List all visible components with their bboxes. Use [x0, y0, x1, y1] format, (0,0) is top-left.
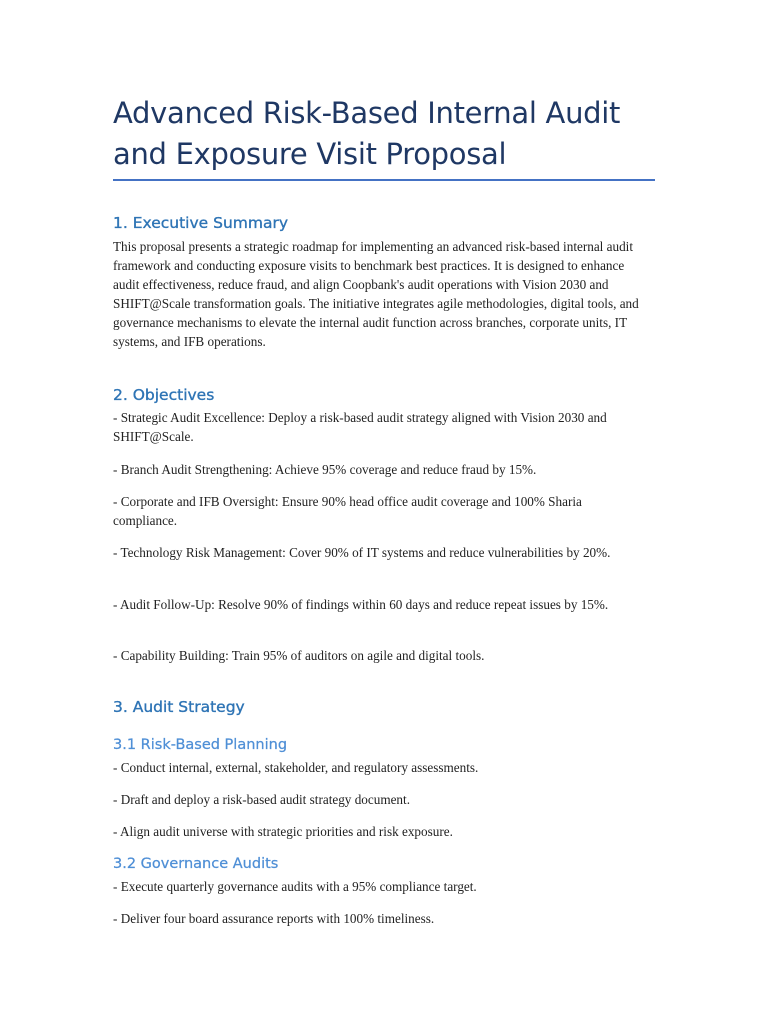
objective-item: - Corporate and IFB Oversight: Ensure 90% head office audit coverage and 100% Sharia compliance. [113, 494, 582, 528]
objective-item: - Capability Building: Train 95% of auditors on agile and digital tools. [113, 648, 485, 663]
objective-item: - Strategic Audit Excellence: Deploy a risk-based audit strategy aligned with Vision 2030 and SHIFT@Scale. [113, 410, 607, 444]
objective-item: - Technology Risk Management: Cover 90% of IT systems and reduce vulnerabilities by 20%. [113, 545, 611, 560]
risk-planning-item: - Draft and deploy a risk-based audit strategy document. [113, 792, 410, 807]
heading-executive-summary: 1. Executive Summary [113, 214, 289, 232]
objective-item: - Audit Follow-Up: Resolve 90% of findings within 60 days and reduce repeat issues by 15%. [113, 597, 609, 612]
objective-item: - Branch Audit Strengthening: Achieve 95% coverage and reduce fraud by 15%. [113, 462, 537, 477]
executive-summary-paragraph: This proposal presents a strategic roadmap for implementing an advanced risk-based internal audit framework and conducting exposure visits to benchmark best practices. It is designed to enhance audit effectiveness, reduce fraud, and align Coopbank's audit operations with Vision 2030 and SHIFT@Scale transformation goals. The initiative integrates agile methodologies, digital tools, and governance mechanisms to elevate the internal audit function across branches, corporate units, IT systems, and IFB operations. [113, 239, 639, 349]
heading-governance-audits: 3.2 Governance Audits [113, 856, 279, 872]
risk-planning-item: - Conduct internal, external, stakeholder, and regulatory assessments. [113, 760, 479, 775]
heading-objectives: 2. Objectives [113, 386, 215, 404]
governance-audit-item: - Deliver four board assurance reports with 100% timeliness. [113, 911, 435, 926]
title-divider [113, 179, 655, 181]
heading-risk-based-planning: 3.1 Risk-Based Planning [113, 737, 288, 753]
document-title: Advanced Risk-Based Internal Audit and Exposure Visit Proposal [113, 96, 621, 171]
heading-audit-strategy: 3. Audit Strategy [113, 698, 245, 716]
risk-planning-item: - Align audit universe with strategic priorities and risk exposure. [113, 824, 453, 839]
governance-audit-item: - Execute quarterly governance audits with a 95% compliance target. [113, 879, 477, 894]
